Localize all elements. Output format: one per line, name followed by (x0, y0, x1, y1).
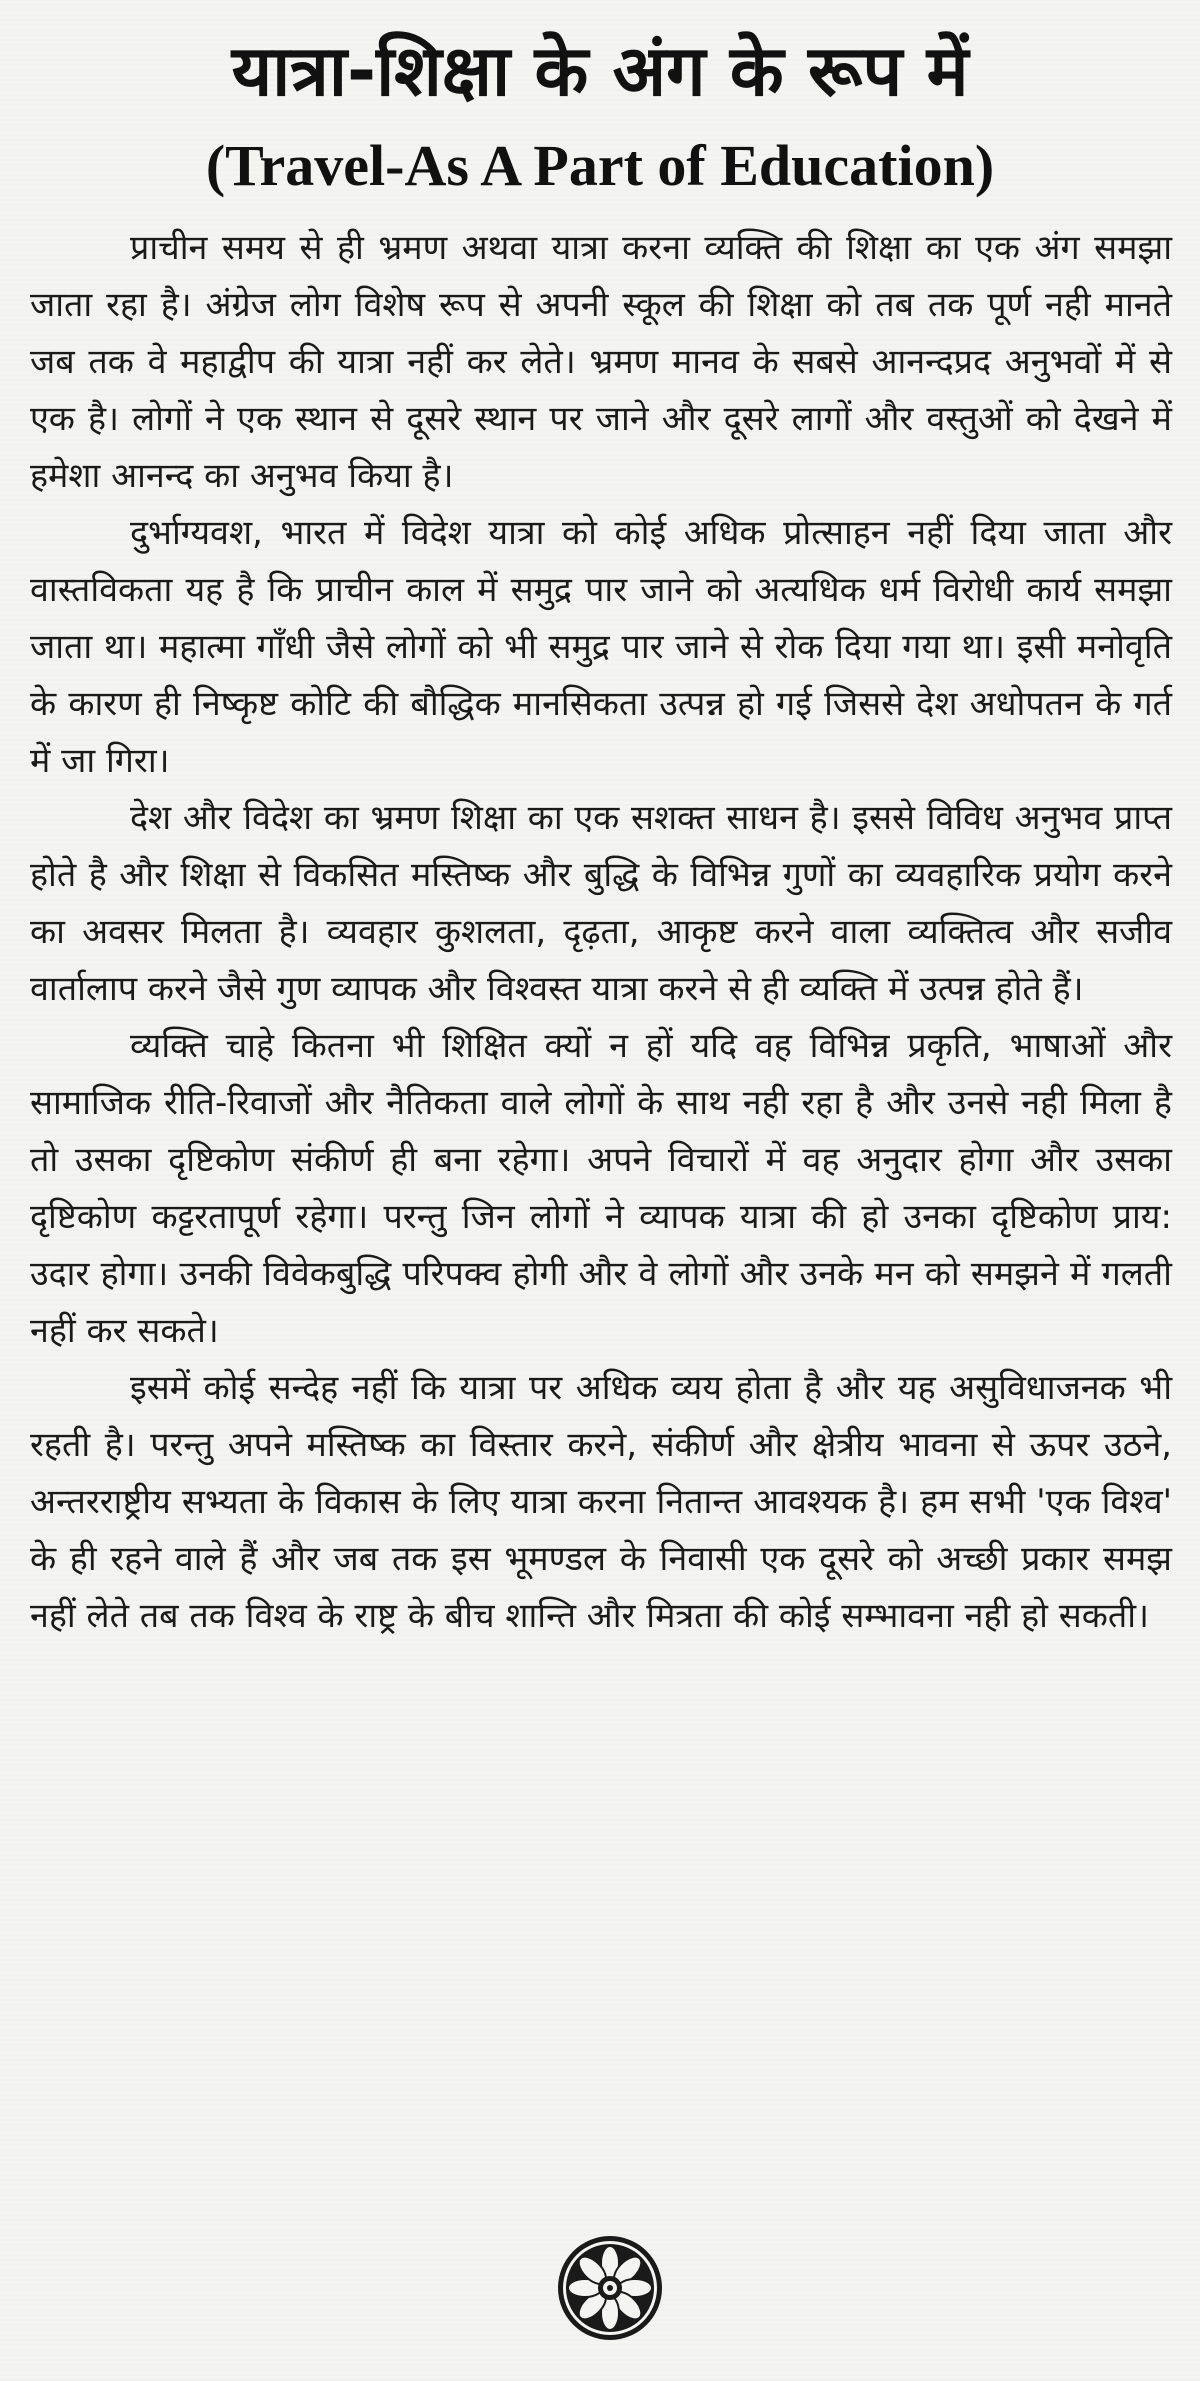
essay-body (30, 220, 1172, 1645)
flower-rosette-icon (555, 2233, 665, 2343)
page-title-english: (Travel-As A Part of Education) (205, 133, 995, 198)
paragraph-3: देश और विदेश का भ्रमण शिक्षा का एक सशक्त साधन है। इससे विविध अनुभव प्राप्त होते है और शिक्षा से विकसित मस्तिष्क और बुद्धि के विभिन्न गुणों का व्यवहारिक प्रयोग करने का अवसर मिलता है। व्यवहार कुशलता, दृढ़ता, आकृष्ट करने वाला व्यक्तित्व और सजीव वार्तालाप करने जैसे गुण व्यापक और विश्वस्त यात्रा करने से ही व्यक्ति में उत्पन्न होते हैं। (30, 798, 1172, 1009)
paragraph-4: व्यक्ति चाहे कितना भी शिक्षित क्यों न हों यदि वह विभिन्न प्रकृति, भाषाओं और सामाजिक रीति-रिवाजों और नैतिकता वाले लोगों के साथ नही रहा है और उनसे नही मिला है तो उसका दृष्टिकोण संकीर्ण ही बना रहेगा। अपने विचारों में वह अनुदार होगा और उसका दृष्टिकोण कट्टरतापूर्ण रहेगा। परन्तु जिन लोगों ने व्यापक यात्रा की हो उनका दृष्टिकोण प्राय: उदार होगा। उनकी विवेकबुद्धि परिपक्व होगी और वे लोगों और उनके मन को समझने में गलती नहीं कर सकते। (30, 1026, 1172, 1351)
paragraph-2: दुर्भाग्यवश, भारत में विदेश यात्रा को कोई अधिक प्रोत्साहन नहीं दिया जाता और वास्तविकता यह है कि प्राचीन काल में समुद्र पार जाने को अत्यधिक धर्म विरोधी कार्य समझा जाता था। महात्मा गाँधी जैसे लोगों को भी समुद्र पार जाने से रोक दिया गया था। इसी मनोवृति के कारण ही निष्कृष्ट कोटि की बौद्धिक मानसिकता उत्पन्न हो गई जिससे देश अधोपतन के गर्त में जा गिरा। (30, 513, 1172, 781)
page-title-hindi: यात्रा-शिक्षा के अंग के रूप में (231, 30, 969, 112)
paragraph-1: प्राचीन समय से ही भ्रमण अथवा यात्रा करना व्यक्ति की शिक्षा का एक अंग समझा जाता रहा है। अंग्रेज लोग विशेष रूप से अपनी स्कूल की शिक्षा को तब तक पूर्ण नही मानते जब तक वे महाद्वीप की यात्रा नहीं कर लेते। भ्रमण मानव के सबसे आनन्दप्रद अनुभवों में से एक है। लोगों ने एक स्थान से दूसरे स्थान पर जाने और दूसरे लागों और वस्तुओं को देखने में हमेशा आनन्द का अनुभव किया है। (30, 228, 1172, 496)
paragraph-5: इसमें कोई सन्देह नहीं कि यात्रा पर अधिक व्यय होता है और यह असुविधाजनक भी रहती है। परन्तु अपने मस्तिष्क का विस्तार करने, संकीर्ण और क्षेत्रीय भावना से ऊपर उठने, अन्तरराष्ट्रीय सभ्यता के विकास के लिए यात्रा करना नितान्त आवश्यक है। हम सभी 'एक विश्व' के ही रहने वाले हैं और जब तक इस भूमण्डल के निवासी एक दूसरे को अच्छी प्रकार समझ नहीं लेते तब तक विश्व के राष्ट्र के बीच शान्ति और मित्रता की कोई सम्भावना नही हो सकती। (30, 1368, 1172, 1636)
